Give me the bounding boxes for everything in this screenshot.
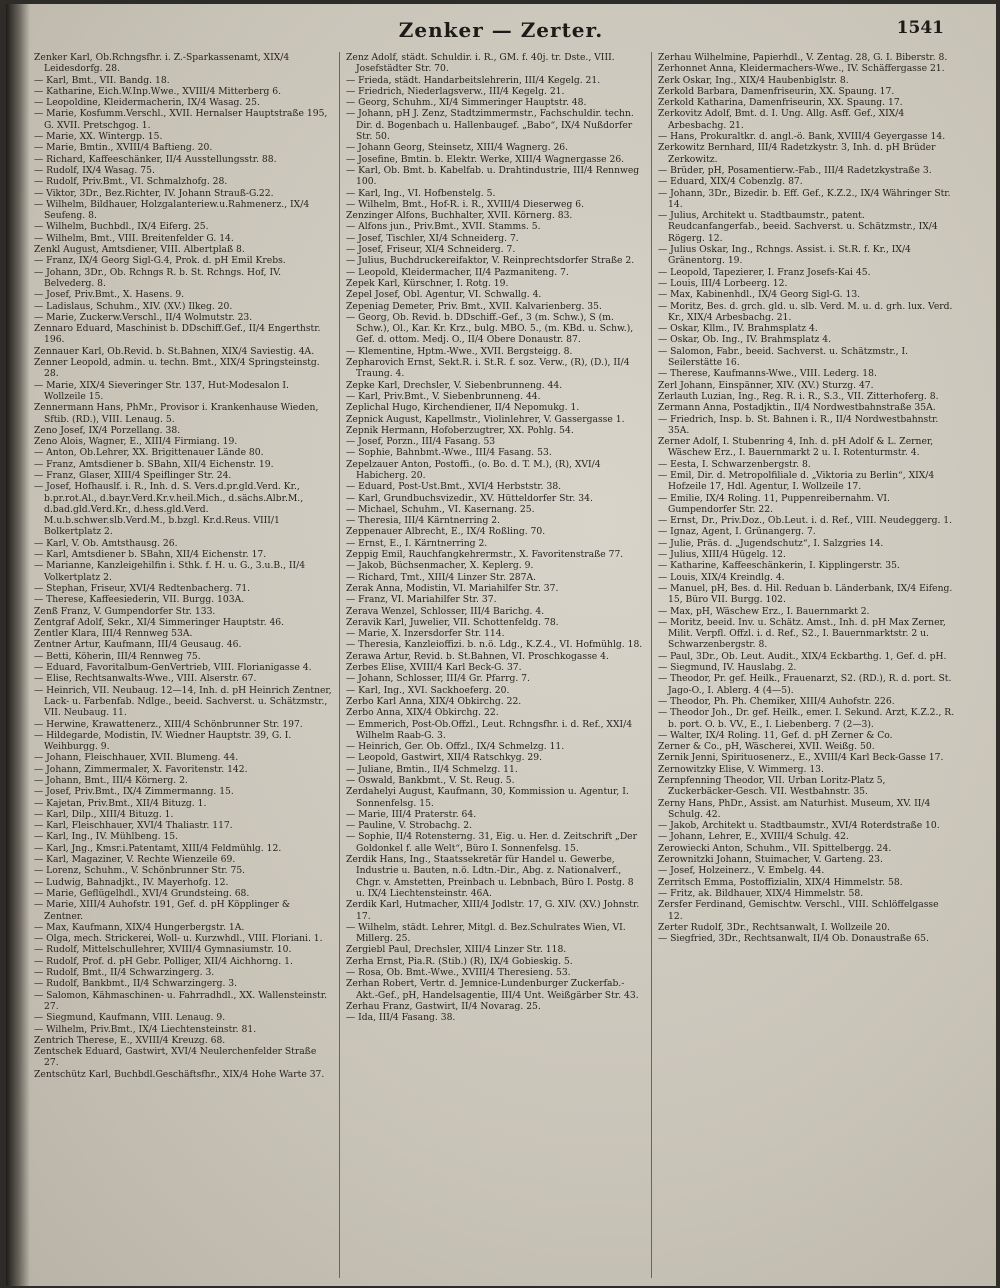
directory-entry: — Johann Georg, Steinsetz, XIII/4 Wagnerg. 26. bbox=[346, 142, 569, 154]
directory-entry: — Moritz, Bes. d. grch. gld. u. slb. Verd. M. u. d. grh. lux. Verd. Kr., XIX/4 Arbesbachg. 21. bbox=[658, 300, 953, 323]
directory-entry: Zentschek Eduard, Gastwirt, XVI/4 Neulerchenfelder Straße 27. bbox=[34, 1046, 317, 1069]
directory-entry: — Emil, Dir. d. Metropolfiliale d. „Viktoria zu Berlin“, XIX/4 Hofzeile 17, Hdl. Agentur, I. Wollzeile 17. bbox=[658, 469, 935, 493]
directory-entry: — Karl, Jng., Kmsr.i.Patentamt, XIII/4 Feldmühlg. 12. bbox=[34, 842, 282, 854]
directory-entry: — Johann, pH J. Zenz, Stadtzimmermstr., Fachschuldir. techn. Dir. d. Bogenbach u. Hallenbaugef. „Babo“, IX/4 Nußdorfer Str. 50. bbox=[346, 108, 634, 143]
directory-entry: — Salomon, Fabr., beeid. Sachverst. u. Schätzmstr., I. Seilerstätte 16. bbox=[658, 345, 909, 369]
directory-entry: — Manuel, pH, Bes. d. Hil. Reduan b. Länderbank, IX/4 Eifeng. 15, Büro VII. Burgg. 102. bbox=[658, 582, 953, 606]
directory-entry: — Heinrich, VII. Neubaug. 12—14, Inh. d. pH Heinrich Zentner, Lack- u. Farbenfab. Ndlge., beeid. Sachverst. u. Schätzmstr., VII. Neubaug. 11. bbox=[34, 684, 332, 719]
directory-entry: — Stephan, Friseur, XVI/4 Redtenbacherg. 71. bbox=[34, 582, 251, 594]
directory-entry: — Emmerich, Post-Ob.Offzl., Leut. Rchngsfhr. i. d. Ref., XXI/4 Wilhelm Raab-G. 3. bbox=[346, 718, 633, 741]
directory-entry: — Rosa, Ob. Bmt.-Wwe., XVIII/4 Theresieng. 53. bbox=[346, 967, 571, 979]
directory-entry: — Josef, Priv.Bmt., X. Hasens. 9. bbox=[34, 289, 185, 301]
directory-entry: — Marie, Zuckerw.Verschl., II/4 Wolmutstr. 23. bbox=[34, 311, 253, 323]
directory-columns bbox=[34, 52, 978, 1278]
directory-entry: — Theodor, Pr. gef. Heilk., Frauenarzt, S2. (RD.), R. d. port. St. Jago-O., I. Ablerg. 4 (4—5). bbox=[658, 673, 952, 696]
directory-entry: Zerner & Co., pH, Wäscherei, XVII. Weißg. 50. bbox=[658, 741, 875, 753]
directory-entry: Zenz Adolf, städt. Schuldir. i. R., GM. f. 40j. tr. Dste., VIII. Josefstädter Str. 70. bbox=[346, 52, 615, 75]
directory-entry: Zeno Josef, IX/4 Porzellang. 38. bbox=[34, 424, 181, 436]
directory-entry: — Karl, Ing., IV. Mühlbeng. 15. bbox=[34, 831, 179, 843]
directory-entry: — Josef, Priv.Bmt., IX/4 Zimmermanng. 15. bbox=[34, 786, 234, 798]
directory-entry: Zenker Karl, Ob.Rchngsfhr. i. Z.-Sparkassenamt, XIX/4 Leidesdorfg. 28. bbox=[34, 52, 290, 75]
directory-entry: — Josef, Porzn., III/4 Fasang. 53 bbox=[346, 436, 496, 448]
directory-entry: — Marianne, Kanzleigehilfin i. Sthk. f. H. u. G., 3.u.B., II/4 Volkertplatz 2. bbox=[34, 560, 306, 583]
directory-entry: — Johann, Zimmermaler, X. Favoritenstr. 142. bbox=[34, 763, 248, 775]
directory-entry: — Leopoldine, Kleidermacherin, IX/4 Wasag. 25. bbox=[34, 97, 260, 109]
directory-entry: Zepelzauer Anton, Postoffi., (o. Bo. d. T. M.), (R), XVI/4 Habicherg. 20. bbox=[346, 458, 601, 481]
directory-entry: Zerner Adolf, I. Stubenring 4, Inh. d. pH Adolf & L. Zerner, Wäschew Erz., I. Bauernmarkt 2 u. I. Rotenturmstr. 4. bbox=[658, 436, 934, 459]
directory-entry: — Rudolf, Bankbmt., II/4 Schwarzingerg. 3. bbox=[34, 978, 238, 990]
directory-entry: — Siegmund, IV. Hauslabg. 2. bbox=[658, 662, 797, 674]
directory-entry: — Eduard, XIX/4 Cobenzlg. 87. bbox=[658, 176, 803, 188]
directory-entry: — Pauline, V. Strobachg. 2. bbox=[346, 820, 473, 832]
directory-entry: Zenkl August, Amtsdiener, VIII. Albertplaß 8. bbox=[34, 244, 245, 256]
directory-entry: — Karl, V. Ob. Amtsthausg. 26. bbox=[34, 537, 178, 549]
directory-entry: — Eduard, Post-Ust.Bmt., XVI/4 Herbststr. 38. bbox=[346, 481, 562, 493]
directory-entry: — Theresia, III/4 Kärntnerring 2. bbox=[346, 515, 501, 527]
column-3 bbox=[658, 52, 956, 1278]
column-1 bbox=[34, 52, 332, 1278]
directory-entry: — Viktor, 3Dr., Bez.Richter, IV. Johann Strauß-G.22. bbox=[34, 187, 274, 199]
directory-entry: — Rudolf, Prof. d. pH Gebr. Polliger, XII/4 Aichhorng. 1. bbox=[34, 955, 293, 967]
directory-entry: — Oskar, Kllm., IV. Brahmsplatz 4. bbox=[658, 323, 818, 335]
directory-entry: Zepeniag Demeter, Priv. Bmt., XVII. Kalvarienberg. 35. bbox=[346, 300, 602, 312]
directory-entry: — Herwine, Krawattenerz., XIII/4 Schönbrunner Str. 197. bbox=[34, 718, 303, 730]
directory-entry: — Ignaz, Agent, I. Grünangerg. 7. bbox=[658, 526, 816, 538]
directory-entry: — Josef, Tischler, XI/4 Schneiderg. 7. bbox=[346, 232, 519, 244]
directory-entry: Zentgraf Adolf, Sekr., XI/4 Simmeringer Hauptstr. 46. bbox=[34, 616, 285, 628]
directory-entry: — Rudolf, Priv.Bmt., VI. Schmalzhofg. 28. bbox=[34, 176, 228, 188]
directory-entry: Zernik Jenni, Spirituosenerz., E., XVIII/4 Karl Beck-Gasse 17. bbox=[658, 752, 944, 764]
directory-entry: — Josefine, Bmtin. b. Elektr. Werke, XIII/4 Wagnergasse 26. bbox=[346, 153, 625, 165]
directory-entry: Zerritsch Emma, Postoffizialin, XIX/4 Himmelstr. 58. bbox=[658, 876, 903, 888]
directory-entry: Zerhau Franz, Gastwirt, II/4 Novarag. 25. bbox=[346, 1000, 541, 1012]
directory-entry: — Karl, Ing., VI. Hofbenstelg. 5. bbox=[346, 187, 496, 199]
directory-entry: — Karl, Amtsdiener b. SBahn, XII/4 Eichenstr. 17. bbox=[34, 549, 267, 561]
directory-entry: — Therese, Kaffeesiederin, VII. Burgg. 103A. bbox=[34, 594, 245, 606]
directory-entry: Zerkold Katharina, Damenfriseurin, XX. Spaung. 17. bbox=[658, 97, 903, 109]
directory-entry: — Wilhelm, Bildhauer, Holzgalanteriew.u.Rahmenerz., IX/4 Seufeng. 8. bbox=[34, 198, 310, 222]
directory-entry: Zerbes Elise, XVIII/4 Karl Beck-G. 37. bbox=[346, 662, 522, 674]
directory-entry: — Paul, 3Dr., Ob. Leut. Audit., XIX/4 Eckbarthg. 1, Gef. d. pH. bbox=[658, 650, 947, 662]
directory-entry: Zennauer Karl, Ob.Revid. b. St.Bahnen, XIX/4 Saviestig. 4A. bbox=[34, 345, 315, 357]
directory-entry: Zerl Johann, Einspänner, XIV. (XV.) Sturzg. 47. bbox=[658, 379, 874, 391]
directory-entry: — Max, pH, Wäschew Erz., I. Bauernmarkt 2. bbox=[658, 605, 870, 617]
directory-entry: — Franz, VI. Mariahilfer Str. 37. bbox=[346, 594, 497, 606]
directory-entry: — Leopold, Gastwirt, XII/4 Ratschkyg. 29. bbox=[346, 752, 543, 764]
directory-entry: Zentner Artur, Kaufmann, III/4 Geusaug. 46. bbox=[34, 639, 242, 651]
directory-entry: — Heinrich, Ger. Ob. Offzl., IX/4 Schmelzg. 11. bbox=[346, 741, 565, 753]
directory-entry: — Johann, Schlosser, III/4 Gr. Pfarrg. 7. bbox=[346, 673, 530, 685]
directory-entry: — Betti, Köherin, III/4 Rennweg 75. bbox=[34, 650, 201, 662]
directory-entry: Zeno Alois, Wagner, E., XIII/4 Firmiang. 19. bbox=[34, 436, 238, 448]
directory-entry: — Johann, 3Dr., Ob. Rchngs R. b. St. Rchngs. Hof, IV. Belvederg. 8. bbox=[34, 266, 282, 289]
directory-entry: — Marie, XX. Wintergp. 15. bbox=[34, 131, 163, 143]
directory-entry: — Julius Oskar, Ing., Rchngs. Assist. i. St.R. f. Kr., IX/4 Gränentorg. 19. bbox=[658, 244, 911, 267]
directory-entry: Zerk Oskar, Ing., XIX/4 Haubenbiglstr. 8. bbox=[658, 74, 849, 86]
directory-entry: — Leopold, Tapezierer, I. Franz Josefs-Kai 45. bbox=[658, 266, 871, 278]
directory-entry: — Alfons jun., Priv.Bmt., XVII. Stamms. 5. bbox=[346, 221, 541, 233]
directory-entry: — Marie, III/4 Praterstr. 64. bbox=[346, 808, 477, 820]
directory-entry: — Karl, Bmt., VII. Bandg. 18. bbox=[34, 74, 170, 86]
directory-entry: — Wilhelm, Bmt., VIII. Breitenfelder G. 14. bbox=[34, 232, 234, 244]
directory-entry: — Friedrich, Insp. b. St. Bahnen i. R., II/4 Nordwestbahnstr. 35A. bbox=[658, 413, 939, 436]
directory-entry: — Ida, III/4 Fasang. 38. bbox=[346, 1012, 456, 1024]
directory-entry: Zerownitzki Johann, Stuimacher, V. Garteng. 23. bbox=[658, 854, 883, 866]
directory-entry: — Leopold, Kleidermacher, II/4 Pazmaniteng. 7. bbox=[346, 266, 569, 278]
directory-entry: — Salomon, Kähmaschinen- u. Fahrradhdl., XX. Wallensteinstr. 27. bbox=[34, 989, 328, 1012]
directory-entry: — Therese, Kaufmanns-Wwe., VIII. Lederg. 18. bbox=[658, 368, 877, 380]
directory-entry: Zerdahelyi August, Kaufmann, 30, Kommission u. Agentur, I. Sonnenfelsg. 15. bbox=[346, 786, 629, 809]
directory-entry: — Karl, Dilp., XIII/4 Bituzg. 1. bbox=[34, 808, 174, 820]
directory-entry: Zerdik Karl, Hutmacher, XIII/4 Jodlstr. 17, G. XIV. (XV.) Johnstr. 17. bbox=[346, 899, 640, 922]
directory-entry: — Julius, XIII/4 Hügelg. 12. bbox=[658, 549, 786, 561]
directory-entry: — Rudolf, Mittelschullehrer, XVIII/4 Gymnasiumstr. 10. bbox=[34, 944, 292, 956]
directory-entry: Zernpfenning Theodor, VII. Urban Loritz-Platz 5, Zuckerbäcker-Gesch. VII. Westbahnstr. 35. bbox=[658, 775, 886, 798]
directory-entry: — Eesta, I. Schwarzenbergstr. 8. bbox=[658, 458, 811, 470]
directory-entry: — Louis, XIX/4 Kreindlg. 4. bbox=[658, 571, 785, 583]
directory-entry: Zeppenauer Albrecht, E., IX/4 Roßling. 70. bbox=[346, 526, 546, 538]
directory-entry: Zergiebl Paul, Drechsler, XIII/4 Linzer Str. 118. bbox=[346, 944, 567, 956]
directory-entry: — Marie, XIII/4 Auhofstr. 191, Gef. d. pH Köpplinger & Zentner. bbox=[34, 899, 291, 922]
directory-entry: — Wilhelm, städt. Lehrer, Mitgl. d. Bez.Schulrates Wien, VI. Millerg. 25. bbox=[346, 921, 626, 945]
directory-entry: Zentler Klara, III/4 Rennweg 53A. bbox=[34, 628, 193, 640]
directory-entry: — Oswald, Bankbmt., V. St. Reug. 5. bbox=[346, 775, 515, 786]
directory-entry: — Theodor Joh., Dr. gef. Heilk., emer. I. Sekund. Arzt, K.Z.2., R. b. port. O. b. VV., E., I. Liebenberg. 7 (2—3). bbox=[658, 707, 955, 730]
directory-page bbox=[6, 4, 996, 1286]
directory-entry: — Theodor, Ph. Ph. Chemiker, XIII/4 Auhofstr. 226. bbox=[658, 695, 895, 707]
directory-entry: Zepke Karl, Drechsler, V. Siebenbrunneng. 44. bbox=[346, 379, 563, 391]
directory-entry: — Franz, IX/4 Georg Sigl-G.4, Prok. d. pH Emil Krebs. bbox=[34, 255, 286, 267]
directory-entry: Zerkovitz Adolf, Bmt. d. I. Ung. Allg. Asff. Gef., XIX/4 Arbesbachg. 21. bbox=[658, 108, 905, 131]
directory-entry: — Louis, III/4 Lorbeerg. 12. bbox=[658, 277, 788, 289]
directory-entry: — Marie, Geflügelhdl., XVI/4 Grundsteing. 68. bbox=[34, 887, 250, 899]
page-header bbox=[30, 18, 972, 48]
directory-entry: — Johann, 3Dr., Bizedir. b. Eff. Gef., K.Z.2., IX/4 Währinger Str. 14. bbox=[658, 187, 951, 210]
directory-entry: Zerkowitz Bernhard, III/4 Radetzkystr. 3, Inh. d. pH Brüder Zerkowitz. bbox=[658, 142, 936, 165]
directory-entry: — Josef, Friseur, XI/4 Schneiderg. 7. bbox=[346, 244, 516, 256]
directory-entry: — Klementine, Hptm.-Wwe., XVII. Bergsteigg. 8. bbox=[346, 345, 573, 357]
directory-entry: Zennermann Hans, PhMr., Provisor i. Krankenhause Wieden, Sftib. (RD.), VIII. Lenaug. 5. bbox=[34, 402, 319, 425]
directory-entry: — Karl, Ing., XVI. Sackhoeferg. 20. bbox=[346, 684, 510, 696]
directory-entry: — Anton, Ob.Lehrer, XX. Brigittenauer Lände 80. bbox=[34, 447, 264, 459]
directory-entry: — Julius, Architekt u. Stadtbaumstr., patent. Reudcanfangerfab., beeid. Sachverst. u. Schätzmstr., IX/4 Rögerg. 12. bbox=[658, 210, 938, 244]
directory-entry: — Sophie, Bahnbmt.-Wwe., III/4 Fasang. 53. bbox=[346, 447, 552, 459]
directory-entry: — Eduard, Favoritalbum-GenVertrieb, VIII. Florianigasse 4. bbox=[34, 662, 312, 674]
directory-entry: — Rudolf, Bmt., II/4 Schwarzingerg. 3. bbox=[34, 967, 215, 979]
directory-entry: Zepnik Hermann, Hofoberzugtrer, XX. Pohlg. 54. bbox=[346, 424, 574, 436]
directory-entry: — Sophie, II/4 Rotensterng. 31, Eig. u. Her. d. Zeitschrift „Der Goldonkel f. alle Welt“, Büro I. Sonnenfelsg. 15. bbox=[346, 831, 638, 854]
directory-entry: — Frieda, städt. Handarbeitslehrerin, III/4 Kegelg. 21. bbox=[346, 74, 601, 86]
directory-entry: Zerbo Karl Anna, XIX/4 Obkirchg. 22. bbox=[346, 695, 522, 707]
directory-entry: Zerha Ernst, Pia.R. (Stib.) (R), IX/4 Gobieskig. 5. bbox=[346, 955, 573, 967]
directory-entry: Zepel Josef, Obl. Agentur, VI. Schwallg. 4. bbox=[346, 289, 542, 301]
page-title: Zenker — Zerter. bbox=[398, 18, 604, 42]
directory-entry: — Julie, Präs. d. „Jugendschutz“, I. Salzgries 14. bbox=[658, 537, 884, 549]
directory-entry: — Ladislaus, Schuhm., XIV. (XV.) Ilkeg. 20. bbox=[34, 300, 233, 312]
directory-entry: — Karl, Ob. Bmt. b. Kabelfab. u. Drahtindustrie, III/4 Rennweg 100. bbox=[346, 164, 640, 188]
book-binding-shadow bbox=[6, 4, 30, 1286]
directory-entry: Zersfer Ferdinand, Gemischtw. Verschl., VIII. Schlöffelgasse 12. bbox=[658, 899, 939, 922]
directory-entry: — Walter, IX/4 Roling. 11, Gef. d. pH Zerner & Co. bbox=[658, 729, 893, 741]
directory-entry: Zerawa Artur, Revid. b. St.Bahnen, VI. Proschkogasse 4. bbox=[346, 650, 609, 662]
directory-entry: — Karl, Priv.Bmt., V. Siebenbrunneng. 44. bbox=[346, 390, 541, 402]
directory-entry: Zepnick August, Kapellmstr., Violinlehrer, V. Gassergasse 1. bbox=[346, 413, 625, 425]
directory-entry: — Max, Kaufmann, XIX/4 Hungerbergstr. 1A. bbox=[34, 921, 245, 933]
directory-entry: — Richard, Tmt., XIII/4 Linzer Str. 287A. bbox=[346, 571, 537, 583]
directory-entry: — Moritz, beeid. Inv. u. Schätz. Amst., Inh. d. pH Max Zerner, Milit. Verpfl. Offzl. i. d. Ref., S2., I. Bauernmarktstr. 2 u. Schwarzenbergstr. 8. bbox=[658, 616, 946, 651]
directory-entry: Zerbo Anna, XIX/4 Obkirchg. 22. bbox=[346, 707, 499, 719]
directory-entry: — Karl, Grundbuchsvizedir., XV. Hütteldorfer Str. 34. bbox=[346, 492, 593, 504]
directory-entry: — Franz, Glaser, XIII/4 Speiflinger Str. 24. bbox=[34, 469, 232, 481]
directory-entry: — Karl, Magaziner, V. Rechte Wienzeile 69. bbox=[34, 854, 236, 866]
directory-entry: — Rudolf, IX/4 Wasag. 75. bbox=[34, 164, 155, 176]
directory-entry: Zerak Anna, Modistin, VI. Mariahilfer Str. 37. bbox=[346, 582, 559, 594]
directory-entry: — Kajetan, Priv.Bmt., XII/4 Bituzg. 1. bbox=[34, 797, 207, 809]
directory-entry: Zepharovich Ernst, Sekt.R. i. St.R. f. soz. Verw., (R), (D.), II/4 Traung. 4. bbox=[346, 357, 630, 380]
directory-entry: — Emilie, IX/4 Roling. 11, Puppenreibernahm. VI. Gumpendorfer Str. 22. bbox=[658, 492, 890, 515]
directory-entry: Zenzinger Alfons, Buchhalter, XVII. Körnerg. 83. bbox=[346, 210, 573, 222]
directory-entry: Zerhan Robert, Vertr. d. Jemnice-Lundenburger Zuckerfab.-Akt.-Gef., pH, Handelsagentie, III/4 Unt. Weißgärber Str. 43. bbox=[346, 978, 639, 1001]
directory-entry: — Johann, Fleischhauer, XVII. Blumeng. 44. bbox=[34, 752, 239, 764]
directory-entry: — Elise, Rechtsanwalts-Wwe., VIII. Alserstr. 67. bbox=[34, 673, 257, 685]
directory-entry: — Marie, Bmtin., XVIII/4 Baftieng. 20. bbox=[34, 142, 213, 154]
directory-entry: — Max, Kabinenhdl., IX/4 Georg Sigl-G. 13. bbox=[658, 289, 861, 301]
directory-entry: — Franz, Amtsdiener b. SBahn, XII/4 Eichenstr. 19. bbox=[34, 458, 274, 470]
directory-entry: — Oskar, Ob. Ing., IV. Brahmsplatz 4. bbox=[658, 334, 832, 346]
directory-entry: — Katharine, Kaffeeschänkerin, I. Kipplingerstr. 35. bbox=[658, 560, 900, 572]
directory-entry: — Juliane, Bmtin., II/4 Schmelzg. 11. bbox=[346, 763, 518, 775]
directory-entry: — Ernst, Dr., Priv.Doz., Ob.Leut. i. d. Ref., VIII. Neudeggerg. 1. bbox=[658, 515, 953, 527]
directory-entry: Zenner Leopold, admin. u. techn. Bmt., XIX/4 Springsteinstg. 28. bbox=[34, 357, 320, 380]
page-number: 1541 bbox=[896, 18, 944, 38]
directory-entry: — Josef, Holzeinerz., V. Embelg. 44. bbox=[658, 865, 825, 877]
directory-entry: — Theresia, Kanzleioffizi. b. n.ö. Ldg., K.Z.4., VI. Hofmühlg. 18. bbox=[346, 639, 643, 651]
directory-entry: — Wilhelm, Buchbdl., IX/4 Eiferg. 25. bbox=[34, 221, 209, 233]
directory-entry: — Ludwig, Bahnadjkt., IV. Mayerhofg. 12. bbox=[34, 876, 229, 888]
directory-entry: — Georg, Ob. Revid. b. DDschiff.-Gef., 3 (m. Schw.), S (m. Schw.), Ol., Kar. Kr. Krz., bulg. MBO. 5., (m. KBd. u. Schw.), Gef. d. ottom. Medj. O., II/4 Obere Donaustr. 87. bbox=[346, 311, 634, 346]
directory-entry: — Marie, Kosfumm.Verschl., XVII. Hernalser Hauptstraße 195, G. XVII. Pretschgog. 1. bbox=[34, 108, 328, 131]
directory-entry: — Wilhelm, Priv.Bmt., IX/4 Liechtensteinstr. 81. bbox=[34, 1023, 257, 1035]
directory-entry: — Marie, XIX/4 Sieveringer Str. 137, Hut-Modesalon I. Wollzeile 15. bbox=[34, 379, 289, 402]
directory-entry: Zeppig Emil, Rauchfangkehrermstr., X. Favoritenstraße 77. bbox=[346, 549, 624, 561]
directory-entry: — Jakob, Büchsenmacher, X. Keplerg. 9. bbox=[346, 560, 534, 572]
directory-entry: Zerhonnet Anna, Kleidermachers-Wwe., IV. Schäffergasse 21. bbox=[658, 63, 945, 75]
column-divider bbox=[651, 52, 652, 1278]
directory-entry: Zennaro Eduard, Maschinist b. DDschiff.Gef., II/4 Engerthstr. 196. bbox=[34, 323, 321, 346]
directory-entry: — Brüder, pH, Posamentierw.-Fab., III/4 Radetzkystraße 3. bbox=[658, 164, 932, 176]
directory-entry: — Siegfried, 3Dr., Rechtsanwalt, II/4 Ob. Donaustraße 65. bbox=[658, 933, 929, 945]
directory-entry: — Olga, mech. Strickerei, Woll- u. Kurzwhdl., VIII. Floriani. 1. bbox=[34, 933, 323, 945]
directory-entry: Zentschütz Karl, Buchbdl.Geschäftsfhr., XIX/4 Hohe Warte 37. bbox=[34, 1068, 325, 1080]
directory-entry: Zeravik Karl, Juwelier, VII. Schottenfeldg. 78. bbox=[346, 616, 559, 628]
directory-entry: — Richard, Kaffeeschänker, II/4 Ausstellungsstr. 88. bbox=[34, 153, 277, 165]
directory-entry: Zerava Wenzel, Schlosser, III/4 Barichg. 4. bbox=[346, 605, 545, 617]
directory-entry: Zerny Hans, PhDr., Assist. am Naturhist. Museum, XV. II/4 Schulg. 42. bbox=[658, 797, 931, 820]
directory-entry: — Hildegarde, Modistin, IV. Wiedner Hauptstr. 39, G. I. Weihburgg. 9. bbox=[34, 729, 292, 753]
directory-entry: — Jakob, Architekt u. Stadtbaumstr., XVI/4 Roterdstraße 10. bbox=[658, 820, 940, 832]
directory-entry: — Hans, Prokuraltkr. d. angl.-ö. Bank, XVIII/4 Geyergasse 14. bbox=[658, 131, 946, 143]
directory-entry: — Josef, Hofhauslf. i. R., Inh. d. S. Vers.d.pr.gld.Verd. Kr., b.pr.rot.Al., d.bayr.Verd.Kr.v.heil.Mich., d.sächs.Albr.M., d.bad.gld.Verd.Kr., d.hess.gld.Verd. M.u.b.schwer.slb.Verd.M., b.bzgl. Kr.d.Reus. VIII/1 Bolkertplatz 2. bbox=[34, 481, 304, 538]
column-2 bbox=[346, 52, 644, 1278]
directory-entry: Zeplichal Hugo, Kirchendiener, II/4 Nepomukg. 1. bbox=[346, 402, 580, 414]
column-divider bbox=[339, 52, 340, 1278]
directory-entry: — Michael, Schuhm., VI. Kasernang. 25. bbox=[346, 503, 535, 515]
directory-entry: Zerhau Wilhelmine, Papierhdl., V. Zentag. 28, G. I. Biberstr. 8. bbox=[658, 52, 948, 63]
directory-entry: Zerter Rudolf, 3Dr., Rechtsanwalt, I. Wollzeile 20. bbox=[658, 921, 890, 933]
directory-entry: — Johann, Lehrer, E., XVIII/4 Schulg. 42. bbox=[658, 831, 849, 843]
directory-entry: — Wilhelm, Bmt., Hof-R. i. R., XVIII/4 Dieserweg 6. bbox=[346, 198, 585, 210]
directory-entry: — Siegmund, Kaufmann, VIII. Lenaug. 9. bbox=[34, 1012, 226, 1024]
directory-entry: Zerlauth Luzian, Ing., Reg. R. i. R., S.3., VII. Zitterhoferg. 8. bbox=[658, 390, 939, 402]
directory-entry: — Ernst, E., I. Kärntnerring 2. bbox=[346, 537, 488, 549]
directory-entry: Zentrich Therese, E., XVIII/4 Kreuzg. 68. bbox=[34, 1034, 226, 1046]
directory-entry: — Julius, Buchdruckereifaktor, V. Reinprechtsdorfer Straße 2. bbox=[346, 255, 635, 267]
directory-entry: — Marie, X. Inzersdorfer Str. 114. bbox=[346, 628, 505, 640]
directory-entry: Zerkold Barbara, Damenfriseurin, XX. Spaung. 17. bbox=[658, 85, 895, 97]
directory-entry: — Georg, Schuhm., XI/4 Simmeringer Hauptstr. 48. bbox=[346, 97, 587, 109]
directory-entry: Zepek Karl, Kürschner, I. Rotg. 19. bbox=[346, 277, 509, 289]
directory-entry: Zermann Anna, Postadjktin., II/4 Nordwestbahnstraße 35A. bbox=[658, 402, 936, 414]
directory-entry: Zerowiecki Anton, Schuhm., VII. Spittelbergg. 24. bbox=[658, 842, 892, 854]
directory-entry: — Johann, Bmt., III/4 Körnerg. 2. bbox=[34, 775, 188, 786]
directory-entry: — Karl, Fleischhauer, XVI/4 Thaliastr. 117. bbox=[34, 820, 233, 832]
directory-entry: — Lorenz, Schuhm., V. Schönbrunner Str. 75. bbox=[34, 865, 246, 877]
directory-entry: — Fritz, ak. Bildhauer, XIX/4 Himmelstr. 58. bbox=[658, 887, 864, 899]
directory-entry: Zernowitzky Elise, V. Wimmerg. 13. bbox=[658, 763, 824, 775]
directory-entry: Zerdik Hans, Ing., Staatssekretär für Handel u. Gewerbe, Industrie u. Bauten, n.ö. Ldtn.-Dir., Abg. z. Nationalverf., Chgr. v. Amstetten, Preinbach u. Lebnbach, Büro I. Postg. 8 u. IX/4 Liechtensteinstr. 46A. bbox=[346, 854, 634, 899]
directory-entry: — Katharine, Eich.W.Inp.Wwe., XVIII/4 Mitterberg 6. bbox=[34, 85, 282, 97]
directory-entry: — Friedrich, Niederlagsverw., III/4 Kegelg. 21. bbox=[346, 85, 565, 97]
directory-entry: Zenß Franz, V. Gumpendorfer Str. 133. bbox=[34, 605, 216, 617]
